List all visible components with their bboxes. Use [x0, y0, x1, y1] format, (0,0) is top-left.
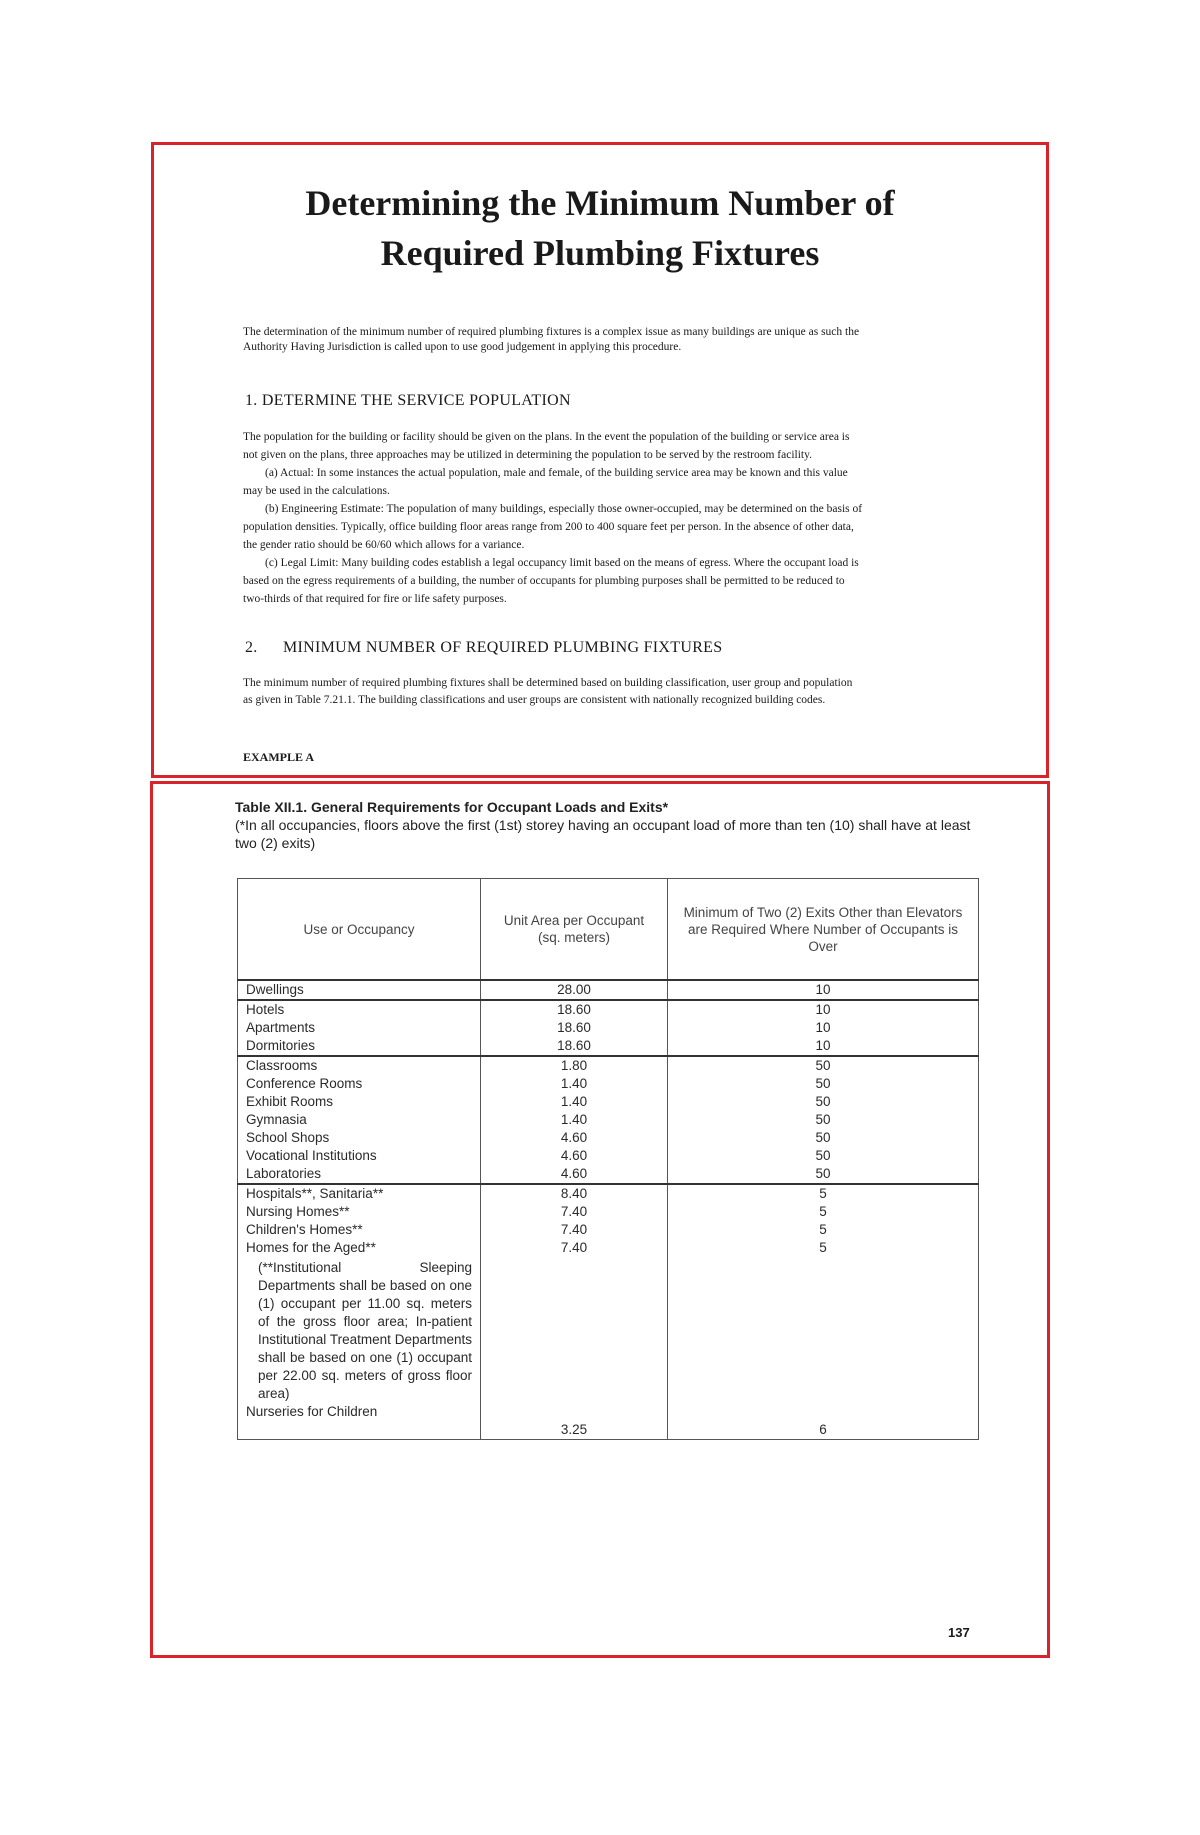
- section-2-number: 2.: [245, 639, 258, 656]
- title-line-1: Determining the Minimum Number of: [305, 183, 895, 223]
- cell-area: 1.80 1.40 1.40 1.40 4.60 4.60 4.60: [481, 1056, 668, 1184]
- table-row: [238, 1184, 979, 1440]
- table-row: [238, 1056, 979, 1184]
- occupant-load-table: [237, 878, 979, 1440]
- section-2-heading: [245, 639, 722, 657]
- section-1-item-a: (a) Actual: In some instances the actual population, male and female, of the building service area may be known and this value may be used in the calculations.: [243, 467, 848, 497]
- cell-use: Hotels Apartments Dormitories: [238, 1000, 481, 1056]
- table-caption-note: (*In all occupancies, floors above the first (1st) storey having an occupant load of more than ten (10) shall have at least two (2) exits): [235, 817, 971, 851]
- table-group: [238, 1056, 979, 1184]
- section-1-item-b: (b) Engineering Estimate: The population of many buildings, especially those owner-occupied, may be determined on the basis of population densities. Typically, office building floor areas range from 200 to 400 square feet per person. In the absence of other data, the gender ratio should be 60/60 which allows for a variance.: [243, 503, 863, 551]
- page-title: [151, 178, 1049, 278]
- cell-area: 18.60 18.60 18.60: [481, 1000, 668, 1056]
- section-2-heading-text: MINIMUM NUMBER OF REQUIRED PLUMBING FIXTURES: [283, 639, 723, 656]
- section-1-paragraph: The population for the building or facility should be given on the plans. In the event the population of the building or service area is not given on the plans, three approaches may be utilized in determining the population to be served by the restroom facility.: [243, 431, 850, 461]
- table-caption-title: Table XII.1. General Requirements for Occupant Loads and Exits*: [235, 799, 669, 815]
- section-1-heading: 1. DETERMINE THE SERVICE POPULATION: [245, 392, 571, 409]
- cell-min: 50 50 50 50 50 50 50: [668, 1056, 979, 1184]
- title-line-2: Required Plumbing Fixtures: [380, 233, 820, 273]
- section-2-paragraph: The minimum number of required plumbing fixtures shall be determined based on building classification, user group and population as given in Table 7.21.1. The building classifications and user groups are consistent with nationally recognized building codes.: [243, 677, 853, 706]
- intro-paragraph: The determination of the minimum number of required plumbing fixtures is a complex issue as many buildings are unique as such the Authority Having Jurisdiction is called upon to use good judgement in applying this procedure.: [243, 326, 860, 353]
- page-number: 137: [948, 1625, 970, 1640]
- cell-use: Dwellings: [238, 980, 481, 1000]
- table-row: [238, 1000, 979, 1056]
- cell-use: Classrooms Conference Rooms Exhibit Rooms Gymnasia School Shops Vocational Institutions Laboratories: [238, 1056, 481, 1184]
- example-label: EXAMPLE A: [243, 750, 315, 764]
- cell-min: 5 5 5 5 6: [668, 1184, 979, 1440]
- cell-area: 8.40 7.40 7.40 7.40 3.25: [481, 1184, 668, 1440]
- cell-area: 28.00: [481, 980, 668, 1000]
- header-unit-area: Unit Area per Occupant (sq. meters): [481, 879, 668, 981]
- header-minimum-exits: Minimum of Two (2) Exits Other than Elevators are Required Where Number of Occupants is Over: [668, 879, 979, 981]
- section-1-item-c: (c) Legal Limit: Many building codes establish a legal occupancy limit based on the means of egress. Where the occupant load is based on the egress requirements of a building, the number of occupants for plumbing purposes shall be permitted to be reduced to two-thirds of that required for fire or life safety purposes.: [243, 557, 859, 605]
- table-group: [238, 1000, 979, 1056]
- table-caption: [235, 798, 980, 852]
- cell-use: Hospitals**, Sanitaria** Nursing Homes** Children's Homes** Homes for the Aged** (**Institutional Sleeping Departments shall be based on one (1) occupant per 11.00 sq. meters of the gross floor area; In-patient Institutional Treatment Departments shall be based on one (1) occupant per 22.00 sq. meters of gross floor area) Nurseries for Children: [238, 1184, 481, 1440]
- table-group: [238, 1184, 979, 1440]
- table-header-row: [238, 879, 979, 981]
- cell-min: 10 10 10: [668, 1000, 979, 1056]
- header-use-or-occupancy: Use or Occupancy: [238, 879, 481, 981]
- cell-min: 10: [668, 980, 979, 1000]
- section-1-body: [243, 428, 863, 608]
- table-row: [238, 980, 979, 1000]
- institutional-footnote: (**Institutional Sleeping Departments shall be based on one (1) occupant per 11.00 sq. meters of the gross floor area; In-patient Institutional Treatment Departments shall be based on one (1) occupant per 22.00 sq. meters of gross floor area): [258, 1260, 472, 1401]
- table-group: [238, 980, 979, 1000]
